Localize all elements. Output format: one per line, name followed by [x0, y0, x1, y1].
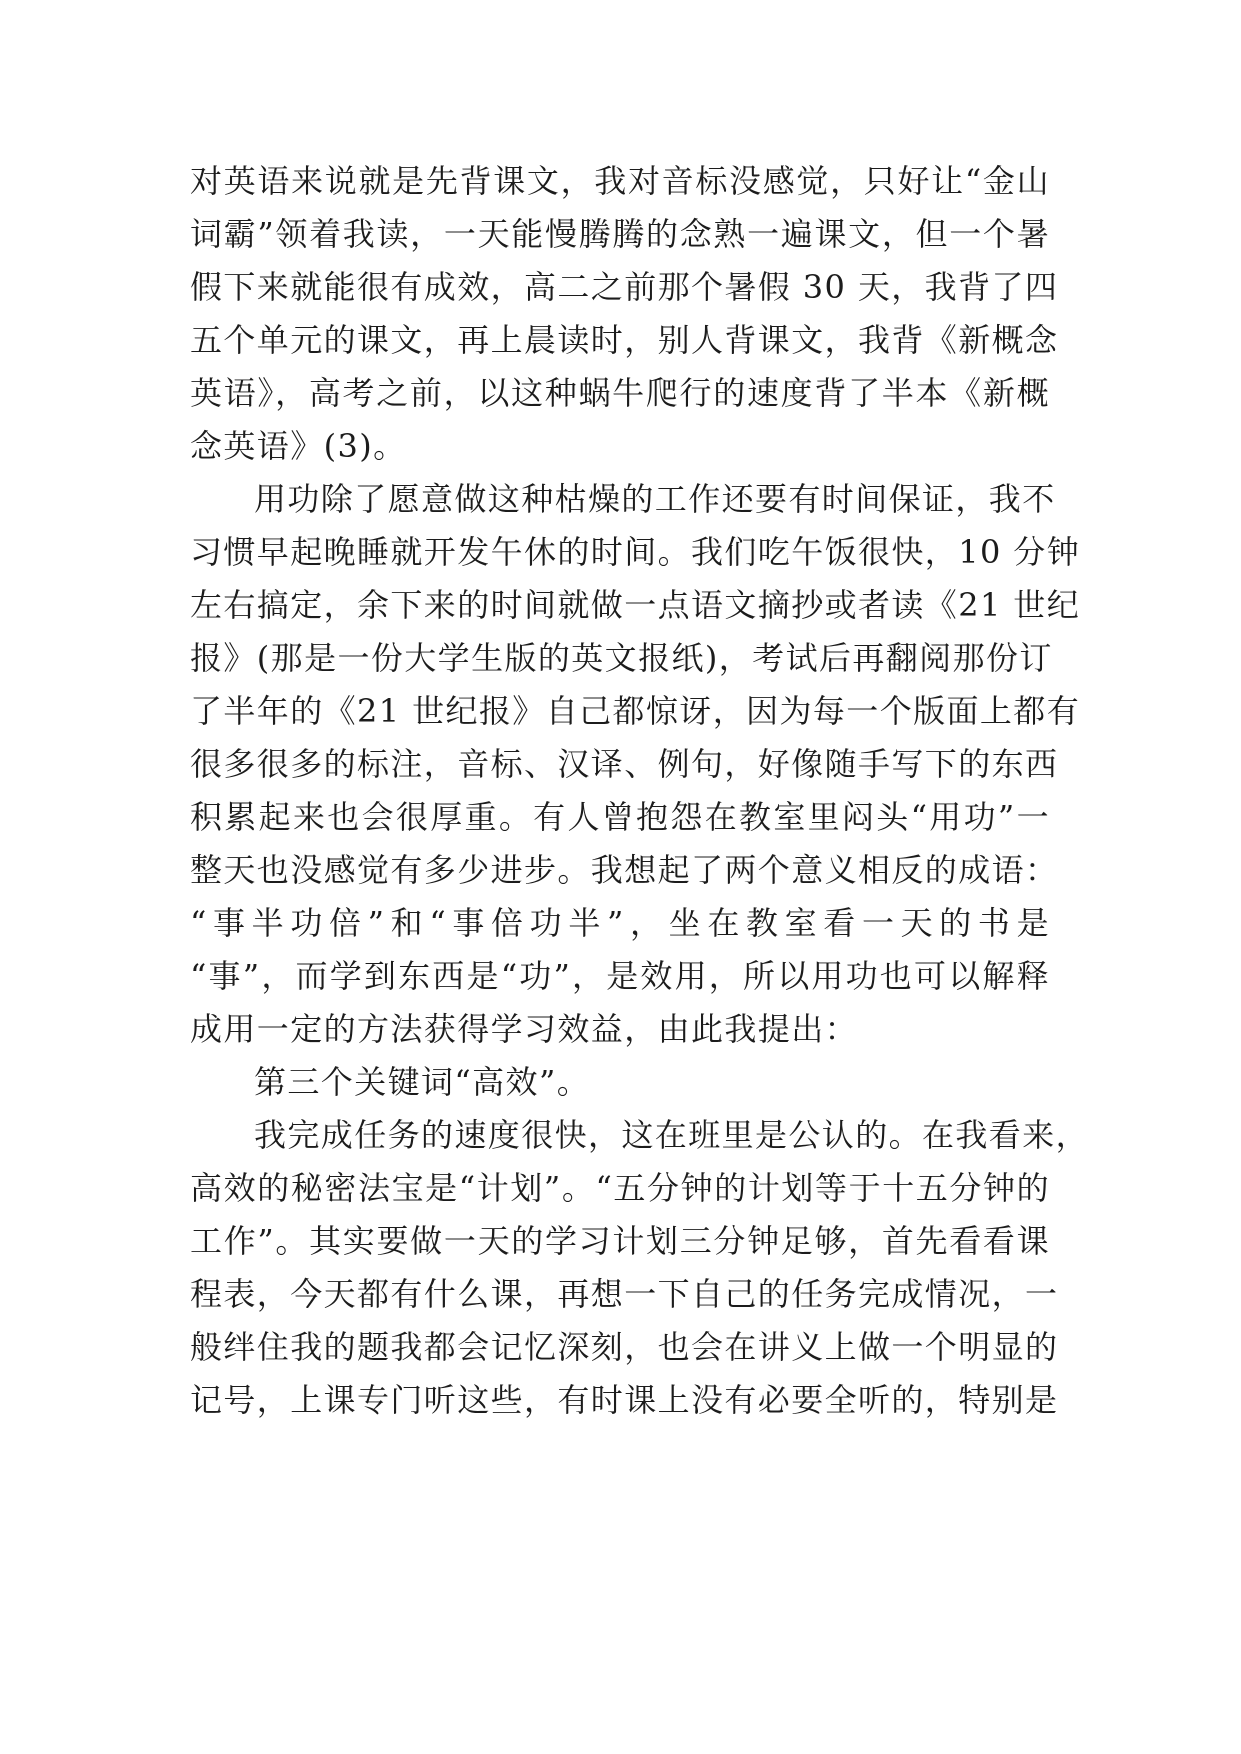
text-line: “事半功倍”和“事倍功半”，坐在教室看一天的书是: [190, 904, 1050, 942]
text-line: 整天也没感觉有多少进步。我想起了两个意义相反的成语：: [190, 851, 1059, 889]
text-line: 我完成任务的速度很快，这在班里是公认的。在我看来，: [254, 1116, 1090, 1154]
text-line: 五个单元的课文，再上晨读时，别人背课文，我背《新概念: [190, 321, 1059, 359]
text-line: 成用一定的方法获得学习效益，由此我提出：: [190, 1010, 859, 1048]
text-line: 念英语》(3)。: [190, 427, 407, 465]
text-line: 词霸”领着我读，一天能慢腾腾的念熟一遍课文，但一个暑: [190, 215, 1050, 253]
text-line: 用功除了愿意做这种枯燥的工作还要有时间保证，我不: [254, 480, 1056, 518]
text-line: 工作”。其实要做一天的学习计划三分钟足够，首先看看课: [190, 1222, 1050, 1260]
text-line: 很多很多的标注，音标、汉译、例句，好像随手写下的东西: [190, 745, 1059, 783]
text-line: 记号，上课专门听这些，有时课上没有必要全听的，特别是: [190, 1381, 1059, 1419]
text-line: 般绊住我的题我都会记忆深刻，也会在讲义上做一个明显的: [190, 1328, 1059, 1366]
text-line: 左右搞定，余下来的时间就做一点语文摘抄或者读《21 世纪: [190, 586, 1081, 624]
text-line: 积累起来也会很厚重。有人曾抱怨在教室里闷头“用功”一: [190, 798, 1050, 836]
text-line: 了半年的《21 世纪报》自己都惊讶，因为每一个版面上都有: [190, 692, 1081, 730]
text-line: 程表，今天都有什么课，再想一下自己的任务完成情况，一: [190, 1275, 1059, 1313]
text-line: 习惯早起晚睡就开发午休的时间。我们吃午饭很快，10 分钟: [190, 533, 1081, 571]
text-line: 报》(那是一份大学生版的英文报纸)，考试后再翻阅那份订: [190, 639, 1053, 677]
text-line: 假下来就能很有成效，高二之前那个暑假 30 天，我背了四: [190, 268, 1059, 306]
text-line: 对英语来说就是先背课文，我对音标没感觉，只好让“金山: [190, 162, 1050, 200]
text-line: 英语》，高考之前，以这种蜗牛爬行的速度背了半本《新概: [190, 374, 1050, 412]
text-line: 高效的秘密法宝是“计划”。“五分钟的计划等于十五分钟的: [190, 1169, 1050, 1207]
body-text: [190, 155, 1090, 1427]
section-heading: 第三个关键词“高效”。: [254, 1063, 591, 1101]
text-line: “事”，而学到东西是“功”，是效用，所以用功也可以解释: [190, 957, 1050, 995]
